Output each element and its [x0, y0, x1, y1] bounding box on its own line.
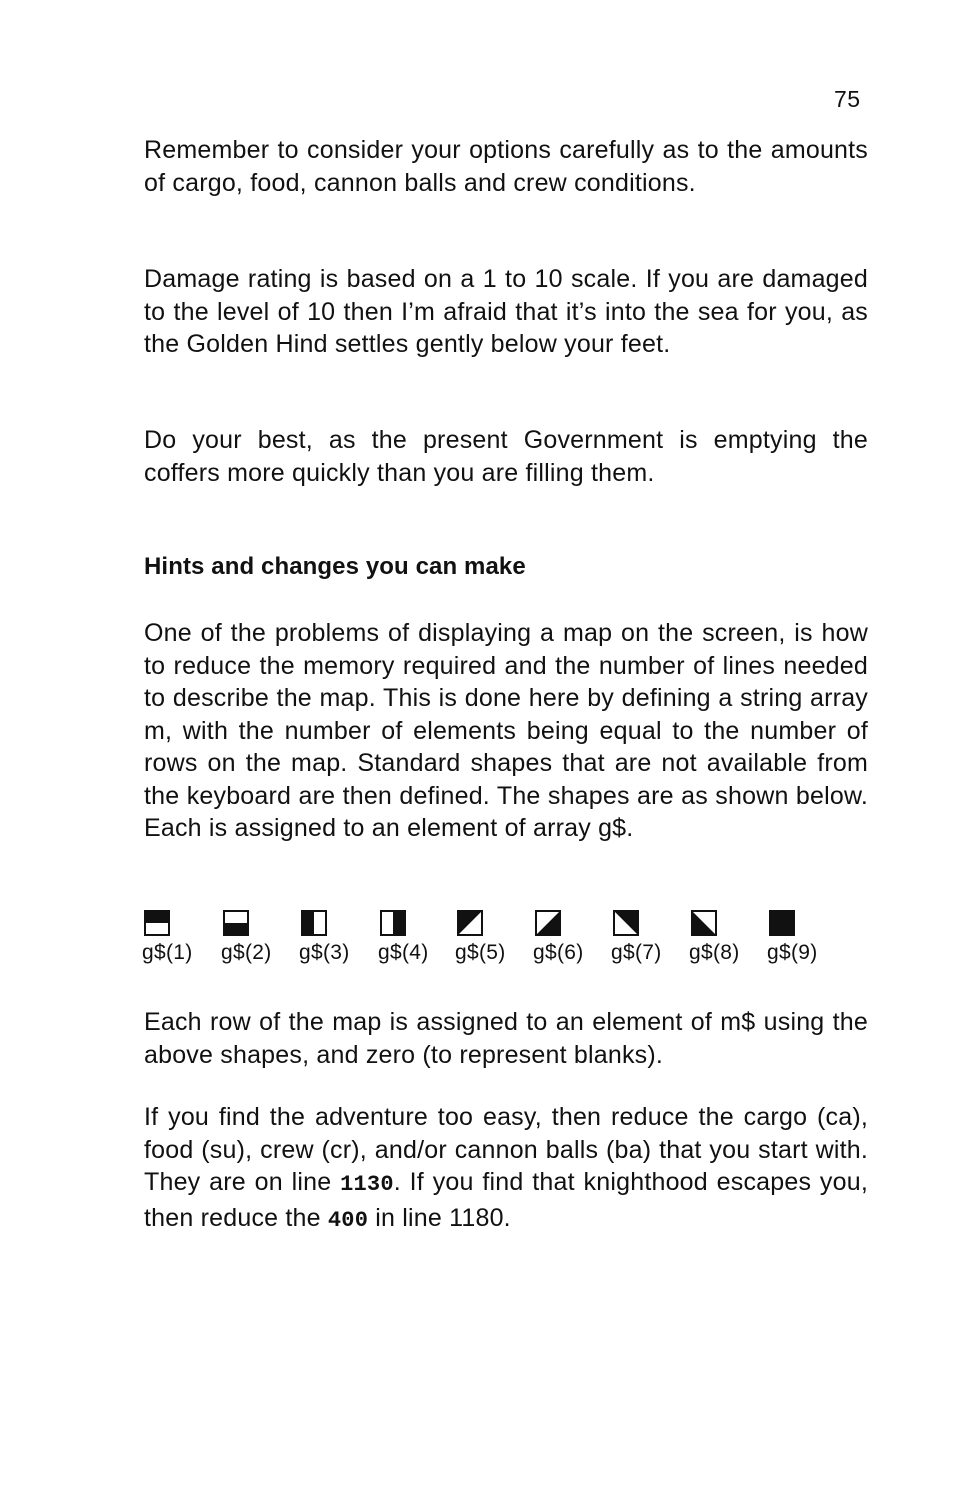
bottom-left-triangle-square-icon	[691, 910, 717, 936]
paragraph-map-rows: Each row of the map is assigned to an element of m$ using the above shapes, and zero (to represent blanks).	[144, 1008, 868, 1069]
paragraph-damage-rating: Damage rating is based on a 1 to 10 scale. If you are damaged to the level of 10 then I’m afraid that it’s into the sea for you, as the Golden Hind settles gently below your feet.	[144, 265, 868, 358]
shape-label: g$(5)	[455, 941, 506, 964]
shape-label: g$(9)	[767, 941, 818, 964]
shape-item	[221, 910, 281, 965]
knighthood-threshold-value: 400	[327, 1207, 369, 1233]
top-left-triangle-square-icon	[457, 910, 483, 936]
bottom-half-filled-square-icon	[223, 910, 249, 936]
right-half-filled-square-icon	[380, 910, 406, 936]
bottom-right-triangle-square-icon	[535, 910, 561, 936]
shape-legend	[142, 910, 842, 972]
page-number: 75	[834, 86, 861, 112]
shape-label: g$(6)	[533, 941, 584, 964]
shape-label: g$(7)	[611, 941, 662, 964]
paragraph-government: Do your best, as the present Government is emptying the coffers more quickly than you are filling them.	[144, 426, 868, 487]
shape-label: g$(3)	[299, 941, 350, 964]
left-half-filled-square-icon	[301, 910, 327, 936]
shape-item	[455, 910, 515, 965]
shape-label: g$(1)	[142, 941, 193, 964]
shape-label: g$(4)	[378, 941, 429, 964]
line-number-value: 1130	[340, 1172, 394, 1197]
difficulty-text-part: If you find the adventure too easy, then reduce the cargo (ca), food (su), crew (cr), and/or cannon balls (ba) that you start with. They are on line	[144, 1103, 868, 1196]
shape-item	[611, 910, 671, 965]
full-filled-square-icon	[769, 910, 795, 936]
shape-item	[142, 910, 202, 965]
shape-item	[689, 910, 749, 965]
shape-label: g$(8)	[689, 941, 740, 964]
shape-item	[299, 910, 359, 965]
shape-label: g$(2)	[221, 941, 272, 964]
difficulty-text-part: in line 1180.	[368, 1203, 511, 1232]
top-half-filled-square-icon	[144, 910, 170, 936]
difficulty-text-part: . If you find that knighthood escapes you, then reduce the	[144, 1168, 868, 1232]
paragraph-difficulty	[144, 1101, 868, 1237]
shape-item	[533, 910, 593, 965]
shape-item	[378, 910, 438, 965]
paragraph-map-memory: One of the problems of displaying a map on the screen, is how to reduce the memory required and the number of lines needed to describe the map. This is done here by defining a string array m, with the number of elements being equal to the number of rows on the map. Standard shapes that are not available from the keyboard are then defined. The shapes are as shown below. Each is assigned to an element of array g$.	[144, 619, 868, 842]
shape-item	[767, 910, 827, 965]
section-heading: Hints and changes you can make	[144, 553, 526, 580]
top-right-triangle-square-icon	[613, 910, 639, 936]
paragraph-options: Remember to consider your options carefully as to the amounts of cargo, food, cannon balls and crew conditions.	[144, 136, 868, 197]
